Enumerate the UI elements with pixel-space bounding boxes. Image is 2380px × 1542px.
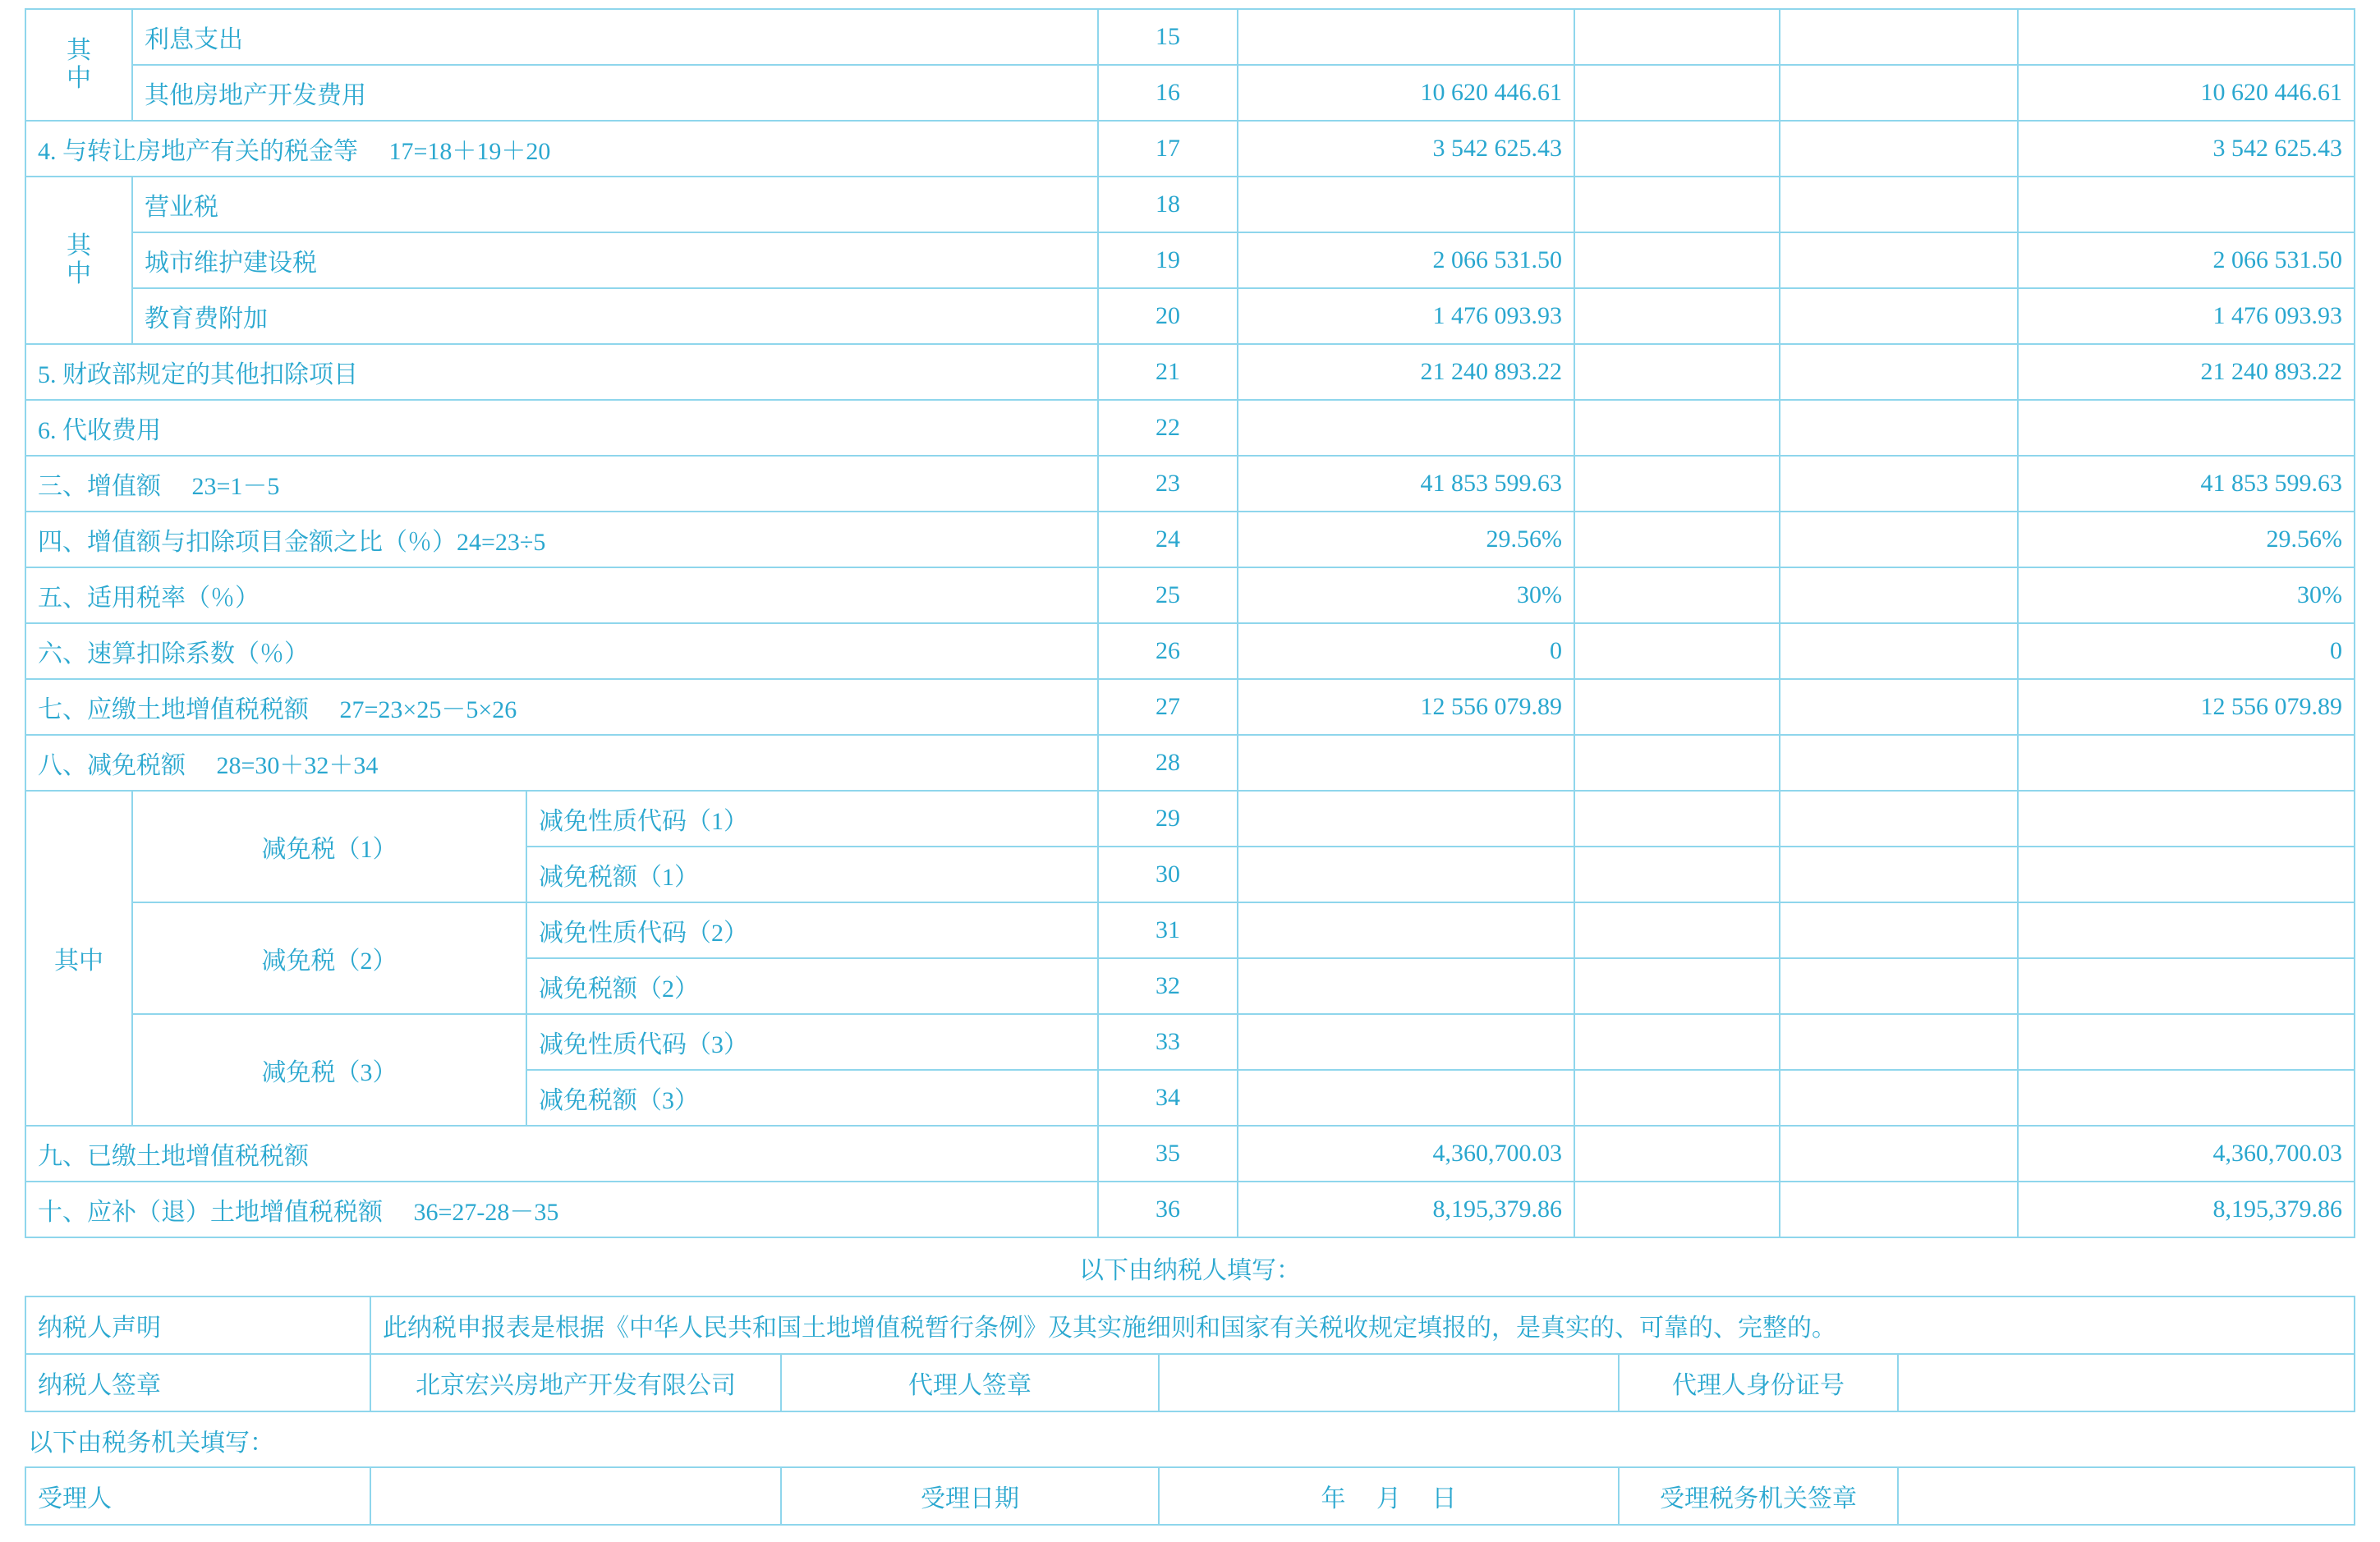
row-value-2[interactable] [1574,9,1780,65]
row-value-1[interactable]: 29.56% [1238,512,1574,567]
row-value-1[interactable] [1238,847,1574,902]
row-value-3[interactable] [1780,400,2018,456]
row-value-4[interactable] [2018,847,2355,902]
row-label: 减免性质代码（2） [526,902,1098,958]
row-value-1[interactable] [1238,9,1574,65]
row-label: 5. 财政部规定的其他扣除项目 [25,344,1098,400]
table-row [25,400,2355,456]
row-value-1[interactable]: 41 853 599.63 [1238,456,1574,512]
table-row [25,791,2355,847]
tax-calculation-table [25,8,2355,1238]
row-value-1[interactable] [1238,1070,1574,1126]
row-number: 22 [1098,400,1238,456]
row-value-2[interactable] [1574,567,1780,623]
group-label-qizhong-3: 其中 [25,791,132,1126]
row-label: 教育费附加 [132,288,1098,344]
row-value-1[interactable]: 30% [1238,567,1574,623]
row-value-4[interactable] [2018,958,2355,1014]
receiver-label: 受理人 [25,1467,370,1525]
row-label: 减免性质代码（3） [526,1014,1098,1070]
row-label: 九、已缴土地增值税税额 [25,1126,1098,1182]
row-value-4[interactable] [2018,735,2355,791]
receive-date-label: 受理日期 [781,1467,1159,1525]
row-label: 减免税额（3） [526,1070,1098,1126]
row-value-4[interactable] [2018,1014,2355,1070]
row-number: 25 [1098,567,1238,623]
declaration-row [25,1296,2355,1354]
row-value-4[interactable]: 10 620 446.61 [2018,65,2355,121]
row-value-2[interactable] [1574,400,1780,456]
row-value-2[interactable] [1574,1070,1780,1126]
row-value-2[interactable] [1574,1182,1780,1237]
taxpayer-section-note: 以下由纳税人填写： [1079,1257,1301,1284]
row-value-2[interactable] [1574,121,1780,177]
row-value-2[interactable] [1574,791,1780,847]
row-value-2[interactable] [1574,679,1780,735]
row-number: 16 [1098,65,1238,121]
row-label: 减免税额（2） [526,958,1098,1014]
row-value-1[interactable]: 4,360,700.03 [1238,1126,1574,1182]
taxpayer-signature-value[interactable]: 北京宏兴房地产开发有限公司 [370,1354,781,1411]
row-number: 19 [1098,232,1238,288]
row-number: 36 [1098,1182,1238,1237]
office-seal-value[interactable] [1898,1467,2355,1525]
row-number: 21 [1098,344,1238,400]
table-row [25,902,2355,958]
signature-row [25,1354,2355,1411]
receiver-value[interactable] [370,1467,781,1525]
row-value-1[interactable]: 21 240 893.22 [1238,344,1574,400]
declaration-text: 此纳税申报表是根据《中华人民共和国土地增值税暂行条例》及其实施细则和国家有关税收规定填报的，是真实的、可靠的、完整的。 [370,1296,2355,1354]
row-value-4[interactable]: 41 853 599.63 [2018,456,2355,512]
row-number: 34 [1098,1070,1238,1126]
row-value-3[interactable] [1780,121,2018,177]
table-row [25,679,2355,735]
row-number: 18 [1098,177,1238,232]
row-value-2[interactable] [1574,958,1780,1014]
row-value-1[interactable] [1238,1014,1574,1070]
row-value-4[interactable] [2018,9,2355,65]
row-value-2[interactable] [1574,344,1780,400]
table-row [25,65,2355,121]
row-label: 其他房地产开发费用 [132,65,1098,121]
row-value-3[interactable] [1780,232,2018,288]
table-row [25,623,2355,679]
row-number: 27 [1098,679,1238,735]
table-row [25,177,2355,232]
row-value-4[interactable]: 1 476 093.93 [2018,288,2355,344]
row-label: 减免性质代码（1） [526,791,1098,847]
row-number: 31 [1098,902,1238,958]
row-value-3[interactable] [1780,1182,2018,1237]
row-value-1[interactable] [1238,177,1574,232]
agent-signature-value[interactable] [1159,1354,1619,1411]
row-value-1[interactable] [1238,958,1574,1014]
taxpayer-declaration-table [25,1296,2355,1412]
row-value-2[interactable] [1574,1126,1780,1182]
row-value-3[interactable] [1780,456,2018,512]
row-label: 营业税 [132,177,1098,232]
table-row [25,1182,2355,1237]
row-value-4[interactable]: 12 556 079.89 [2018,679,2355,735]
tax-office-section-note: 以下由税务机关填写： [28,1430,274,1457]
row-value-1[interactable]: 10 620 446.61 [1238,65,1574,121]
row-value-2[interactable] [1574,902,1780,958]
row-value-3[interactable] [1780,902,2018,958]
row-value-4[interactable]: 0 [2018,623,2355,679]
row-value-3[interactable] [1780,512,2018,567]
row-label: 八、减免税额 28=30＋32＋34 [25,735,1098,791]
row-value-4[interactable]: 3 542 625.43 [2018,121,2355,177]
row-value-1[interactable] [1238,735,1574,791]
row-number: 20 [1098,288,1238,344]
row-value-3[interactable] [1780,791,2018,847]
row-value-3[interactable] [1780,735,2018,791]
row-value-1[interactable]: 1 476 093.93 [1238,288,1574,344]
row-value-3[interactable] [1780,9,2018,65]
row-value-2[interactable] [1574,512,1780,567]
row-value-2[interactable] [1574,288,1780,344]
row-value-2[interactable] [1574,623,1780,679]
row-value-2[interactable] [1574,177,1780,232]
row-value-3[interactable] [1780,177,2018,232]
row-label: 4. 与转让房地产有关的税金等 17=18＋19＋20 [25,121,1098,177]
taxpayer-signature-label: 纳税人签章 [25,1354,370,1411]
row-number: 30 [1098,847,1238,902]
row-value-3[interactable] [1780,679,2018,735]
reduction-group-name-1: 减免税（1） [132,791,526,902]
reduction-group-name-2: 减免税（2） [132,902,526,1014]
tax-office-row [25,1467,2355,1525]
row-label: 五、适用税率（％） [25,567,1098,623]
table-row [25,1014,2355,1070]
row-value-4[interactable]: 4,360,700.03 [2018,1126,2355,1182]
agent-id-label: 代理人身份证号 [1619,1354,1898,1411]
row-value-3[interactable] [1780,847,2018,902]
row-value-1[interactable]: 2 066 531.50 [1238,232,1574,288]
row-label: 城市维护建设税 [132,232,1098,288]
row-value-3[interactable] [1780,623,2018,679]
table-row [25,344,2355,400]
declaration-label: 纳税人声明 [25,1296,370,1354]
row-number: 29 [1098,791,1238,847]
tax-office-table [25,1466,2355,1526]
row-number: 15 [1098,9,1238,65]
row-value-3[interactable] [1780,1070,2018,1126]
row-label: 减免税额（1） [526,847,1098,902]
office-seal-label: 受理税务机关签章 [1619,1467,1898,1525]
row-label: 利息支出 [132,9,1098,65]
row-number: 35 [1098,1126,1238,1182]
row-value-1[interactable]: 12 556 079.89 [1238,679,1574,735]
row-number: 33 [1098,1014,1238,1070]
row-number: 23 [1098,456,1238,512]
row-value-3[interactable] [1780,288,2018,344]
table-row [25,1126,2355,1182]
table-row [25,456,2355,512]
row-label: 三、增值额 23=1－5 [25,456,1098,512]
receive-date-value[interactable]: 年 月 日 [1159,1467,1619,1525]
agent-id-value[interactable] [1898,1354,2355,1411]
row-value-4[interactable] [2018,902,2355,958]
table-row [25,232,2355,288]
row-value-2[interactable] [1574,847,1780,902]
row-label: 6. 代收费用 [25,400,1098,456]
table-row [25,735,2355,791]
row-value-3[interactable] [1780,1126,2018,1182]
row-value-4[interactable]: 2 066 531.50 [2018,232,2355,288]
row-value-1[interactable]: 0 [1238,623,1574,679]
row-label: 七、应缴土地增值税税额 27=23×25－5×26 [25,679,1098,735]
row-label: 六、速算扣除系数（％） [25,623,1098,679]
row-value-3[interactable] [1780,344,2018,400]
row-value-3[interactable] [1780,567,2018,623]
row-number: 26 [1098,623,1238,679]
table-row [25,9,2355,65]
row-value-4[interactable]: 8,195,379.86 [2018,1182,2355,1237]
row-value-3[interactable] [1780,958,2018,1014]
table-row [25,288,2355,344]
table-row [25,567,2355,623]
row-value-1[interactable]: 8,195,379.86 [1238,1182,1574,1237]
row-value-1[interactable] [1238,791,1574,847]
row-number: 24 [1098,512,1238,567]
row-value-1[interactable]: 3 542 625.43 [1238,121,1574,177]
row-value-4[interactable] [2018,1070,2355,1126]
row-number: 17 [1098,121,1238,177]
table-row [25,121,2355,177]
row-value-4[interactable] [2018,400,2355,456]
row-value-4[interactable]: 30% [2018,567,2355,623]
row-value-1[interactable] [1238,902,1574,958]
group-label-qizhong-2: 其 中 [25,177,132,344]
row-value-1[interactable] [1238,400,1574,456]
row-label: 十、应补（退）土地增值税税额 36=27-28－35 [25,1182,1098,1237]
row-number: 28 [1098,735,1238,791]
row-value-2[interactable] [1574,735,1780,791]
row-value-2[interactable] [1574,456,1780,512]
row-value-2[interactable] [1574,65,1780,121]
group-label-qizhong-1: 其 中 [25,9,132,121]
row-value-3[interactable] [1780,65,2018,121]
row-value-4[interactable] [2018,177,2355,232]
row-value-2[interactable] [1574,232,1780,288]
row-label: 四、增值额与扣除项目金额之比（％）24=23÷5 [25,512,1098,567]
agent-signature-label: 代理人签章 [781,1354,1159,1411]
row-value-4[interactable]: 29.56% [2018,512,2355,567]
row-value-2[interactable] [1574,1014,1780,1070]
reduction-group-name-3: 减免税（3） [132,1014,526,1126]
row-number: 32 [1098,958,1238,1014]
row-value-4[interactable]: 21 240 893.22 [2018,344,2355,400]
row-value-4[interactable] [2018,791,2355,847]
table-row [25,512,2355,567]
row-value-3[interactable] [1780,1014,2018,1070]
